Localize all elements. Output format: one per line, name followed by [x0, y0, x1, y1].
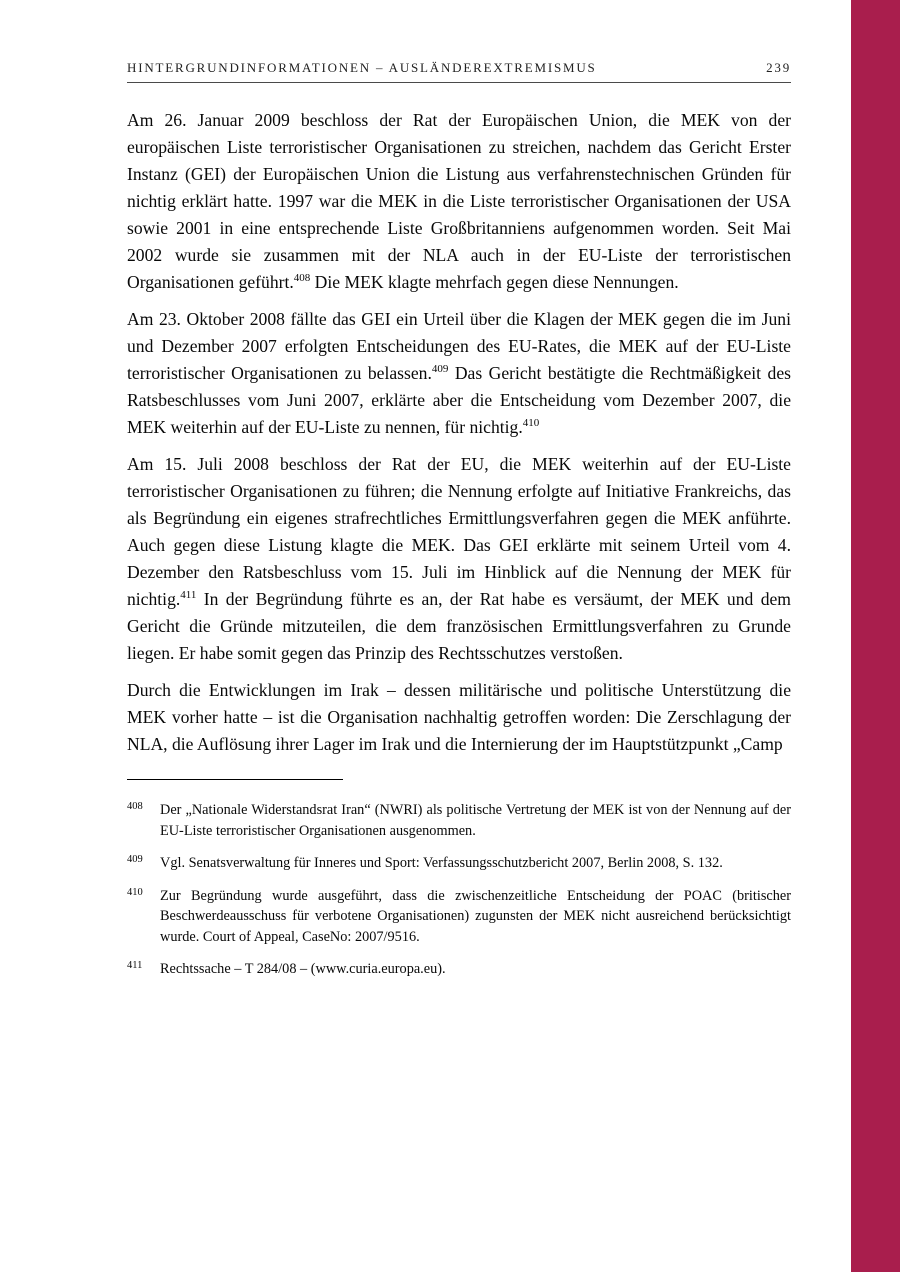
paragraph-text: Am 15. Juli 2008 beschloss der Rat der EU, die MEK weiterhin auf der EU-Liste terroristischer Organisationen zu führen; die Nennung erfolgte auf Initiative Frankreichs, das als Begründung ein eigenes strafrechtliches Ermittlungsverfahren gegen die MEK anführte. Auch gegen diese Listung klagte die MEK. Das GEI erklärte mit seinem Urteil vom 4. Dezember den Ratsbeschluss vom 15. Juli im Hinblick auf die Nennung der MEK für nichtig.: [127, 454, 791, 609]
footnote-text: Zur Begründung wurde ausgeführt, dass die zwischenzeitliche Entscheidung der POAC (britischer Beschwerdeausschuss für verbotene Organisationen) zugunsten der MEK nicht ausreichend berücksichtigt wurde. Court of Appeal, CaseNo: 2007/9516.: [160, 887, 791, 945]
footnote-reference: 408: [293, 272, 311, 285]
footnotes-list: [127, 800, 791, 980]
paragraph-text: Am 23. Oktober 2008 fällte das GEI ein Urteil über die Klagen der MEK gegen die im Juni und Dezember 2007 erfolgten Entscheidungen des EU-Rates, die MEK auf der EU-Liste terroristischer Organisationen zu belassen.: [127, 309, 791, 383]
paragraph-text: Am 26. Januar 2009 beschloss der Rat der Europäischen Union, die MEK von der europäischen Liste terroristischer Organisationen zu streichen, nachdem das Gericht Erster Instanz (GEI) der Europäischen Union die Listung aus verfahrenstechnischen Gründen für nichtig erklärt hatte. 1997 war die MEK in die Liste terroristischer Organisationen der USA sowie 2001 in eine entsprechende Liste Großbritanniens aufgenommen worden. Seit Mai 2002 wurde sie zusammen mit der NLA auch in der EU-Liste der terroristischen Organisationen geführt.: [127, 110, 791, 292]
footnote-number: 410: [127, 886, 143, 898]
footnote-text: Rechtssache – T 284/08 – (www.curia.europa.eu).: [160, 961, 446, 977]
page-content: [127, 60, 791, 980]
footnote-text: Vgl. Senatsverwaltung für Inneres und Sport: Verfassungsschutzbericht 2007, Berlin 2008, S. 132.: [160, 855, 723, 871]
footnote-reference: 410: [522, 417, 540, 430]
body-paragraphs: [127, 107, 791, 758]
footnote-separator: [127, 779, 343, 780]
body-paragraph: [127, 306, 791, 441]
paragraph-text: Die MEK klagte mehrfach gegen diese Nennungen.: [310, 272, 679, 292]
paragraph-text: Durch die Entwicklungen im Irak – dessen militärische und politische Unterstützung die MEK vorher hatte – ist die Organisation nachhaltig getroffen worden: Die Zerschlagung der NLA, die Auflösung ihrer Lager im Irak und die Internierung der im Hauptstützpunkt „Camp: [127, 680, 791, 754]
footnote-number: 409: [127, 854, 143, 865]
footnote-reference: 409: [431, 363, 449, 376]
page-number: 239: [766, 60, 791, 75]
footnote-text: Der „Nationale Widerstandsrat Iran“ (NWRI) als politische Vertretung der MEK ist von der Nennung auf der EU-Liste terroristischer Organisationen ausgenommen.: [160, 802, 791, 839]
footnote: [127, 800, 791, 841]
footnote: [127, 853, 791, 874]
page-edge-accent-bar: [851, 0, 900, 1272]
footnote: [127, 959, 791, 980]
body-paragraph: [127, 677, 791, 758]
footnote-number: 411: [127, 960, 143, 971]
paragraph-text: Das Gericht bestätigte die Rechtmäßigkeit des Ratsbeschlusses vom Juni 2007, erklärte aber die Entscheidung vom Dezember 2007, die MEK weiterhin auf der EU-Liste zu nennen, für nichtig.: [127, 363, 791, 437]
body-paragraph: [127, 451, 791, 667]
footnote: [127, 886, 791, 948]
footnote-number: 408: [127, 801, 143, 812]
running-header-title: HINTERGRUNDINFORMATIONEN – AUSLÄNDEREXTREMISMUS: [127, 60, 597, 75]
footnote-reference: 411: [180, 589, 197, 602]
body-paragraph: [127, 107, 791, 296]
running-header: [127, 60, 791, 83]
paragraph-text: In der Begründung führte es an, der Rat habe es versäumt, der MEK und dem Gericht die Gründe mitzuteilen, die dem französischen Ermittlungsverfahren zu Grunde liegen. Er habe somit gegen das Prinzip des Rechtsschutzes verstoßen.: [127, 589, 791, 663]
